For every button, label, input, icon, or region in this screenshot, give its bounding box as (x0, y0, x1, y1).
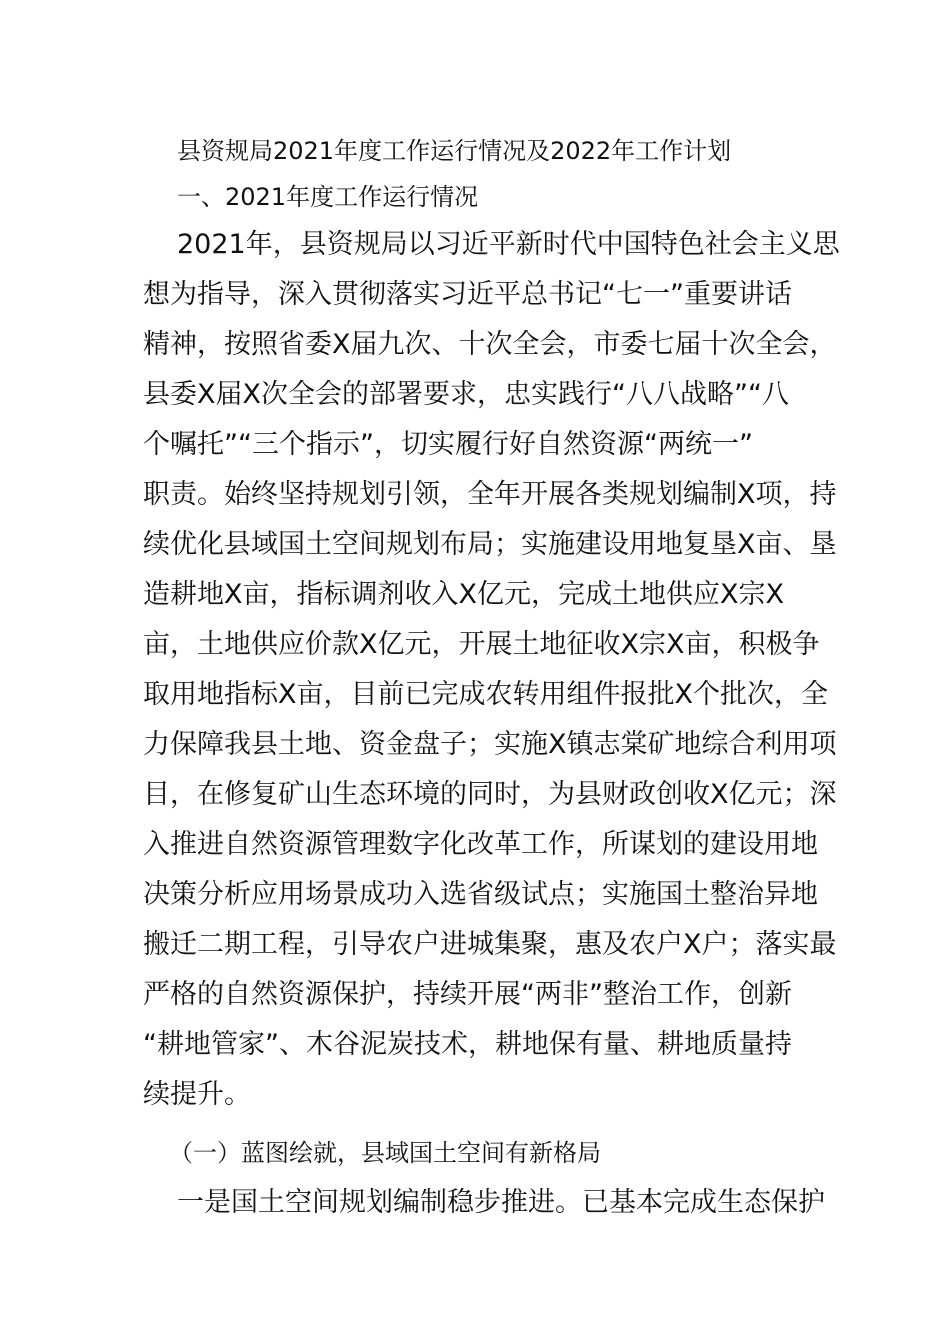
paragraph-line: 严格的自然资源保护，持续开展“两非”整治工作，创新 (143, 979, 792, 1010)
paragraph-line: 目，在修复矿山生态环境的同时，为县财政创收X亿元；深 (143, 779, 837, 810)
paragraph-line: “耕地管家”、木谷泥炭技术，耕地保有量、耕地质量持 (143, 1029, 792, 1060)
paragraph-line: 力保障我县土地、资金盘子；实施X镇志棠矿地综合利用项 (143, 729, 837, 760)
paragraph-line: 入推进自然资源管理数字化改革工作，所谋划的建设用地 (143, 829, 818, 860)
paragraph-line: 续提升。 (143, 1079, 251, 1110)
paragraph-line: 续优化县域国土空间规划布局；实施建设用地复垦X亩、垦 (143, 529, 837, 560)
paragraph-line: 个嘱托”“三个指示”，切实履行好自然资源“两统一” (143, 429, 753, 460)
paragraph-line: 取用地指标X亩，目前已完成农转用组件报批X个批次，全 (143, 679, 828, 710)
paragraph-line: 一是国土空间规划编制稳步推进。已基本完成生态保护 (177, 1187, 825, 1218)
paragraph-line: 2021年，县资规局以习近平新时代中国特色社会主义思 (177, 229, 840, 260)
paragraph-line: 造耕地X亩，指标调剂收入X亿元，完成土地供应X宗X (143, 579, 784, 610)
paragraph-1 (143, 220, 840, 1120)
paragraph-line: 搬迁二期工程，引导农户进城集聚，惠及农户X户；落实最 (143, 929, 837, 960)
paragraph-line: 县委X届X次全会的部署要求，忠实践行“八八战略”“八 (143, 379, 789, 410)
document-title: 县资规局2021年度工作运行情况及2022年工作计划 (177, 137, 732, 165)
paragraph-line: 想为指导，深入贯彻落实习近平总书记“七一”重要讲话 (143, 279, 792, 310)
paragraph-line: 精神，按照省委X届九次、十次全会，市委七届十次全会， (143, 329, 837, 360)
spacer (143, 1120, 807, 1128)
section-heading: 一、2021年度工作运行情况 (177, 183, 479, 211)
paragraph-line: 职责。始终坚持规划引领，全年开展各类规划编制X项，持 (143, 479, 837, 510)
paragraph-line: 决策分析应用场景成功入选省级试点；实施国土整治异地 (143, 879, 818, 910)
paragraph-line: 亩，土地供应价款X亿元，开展土地征收X宗X亩，积极争 (143, 629, 820, 660)
subsection-heading: （一）蓝图绘就，县域国土空间有新格局 (169, 1139, 601, 1167)
document-body (143, 128, 840, 1228)
paragraph-2 (143, 1178, 825, 1228)
